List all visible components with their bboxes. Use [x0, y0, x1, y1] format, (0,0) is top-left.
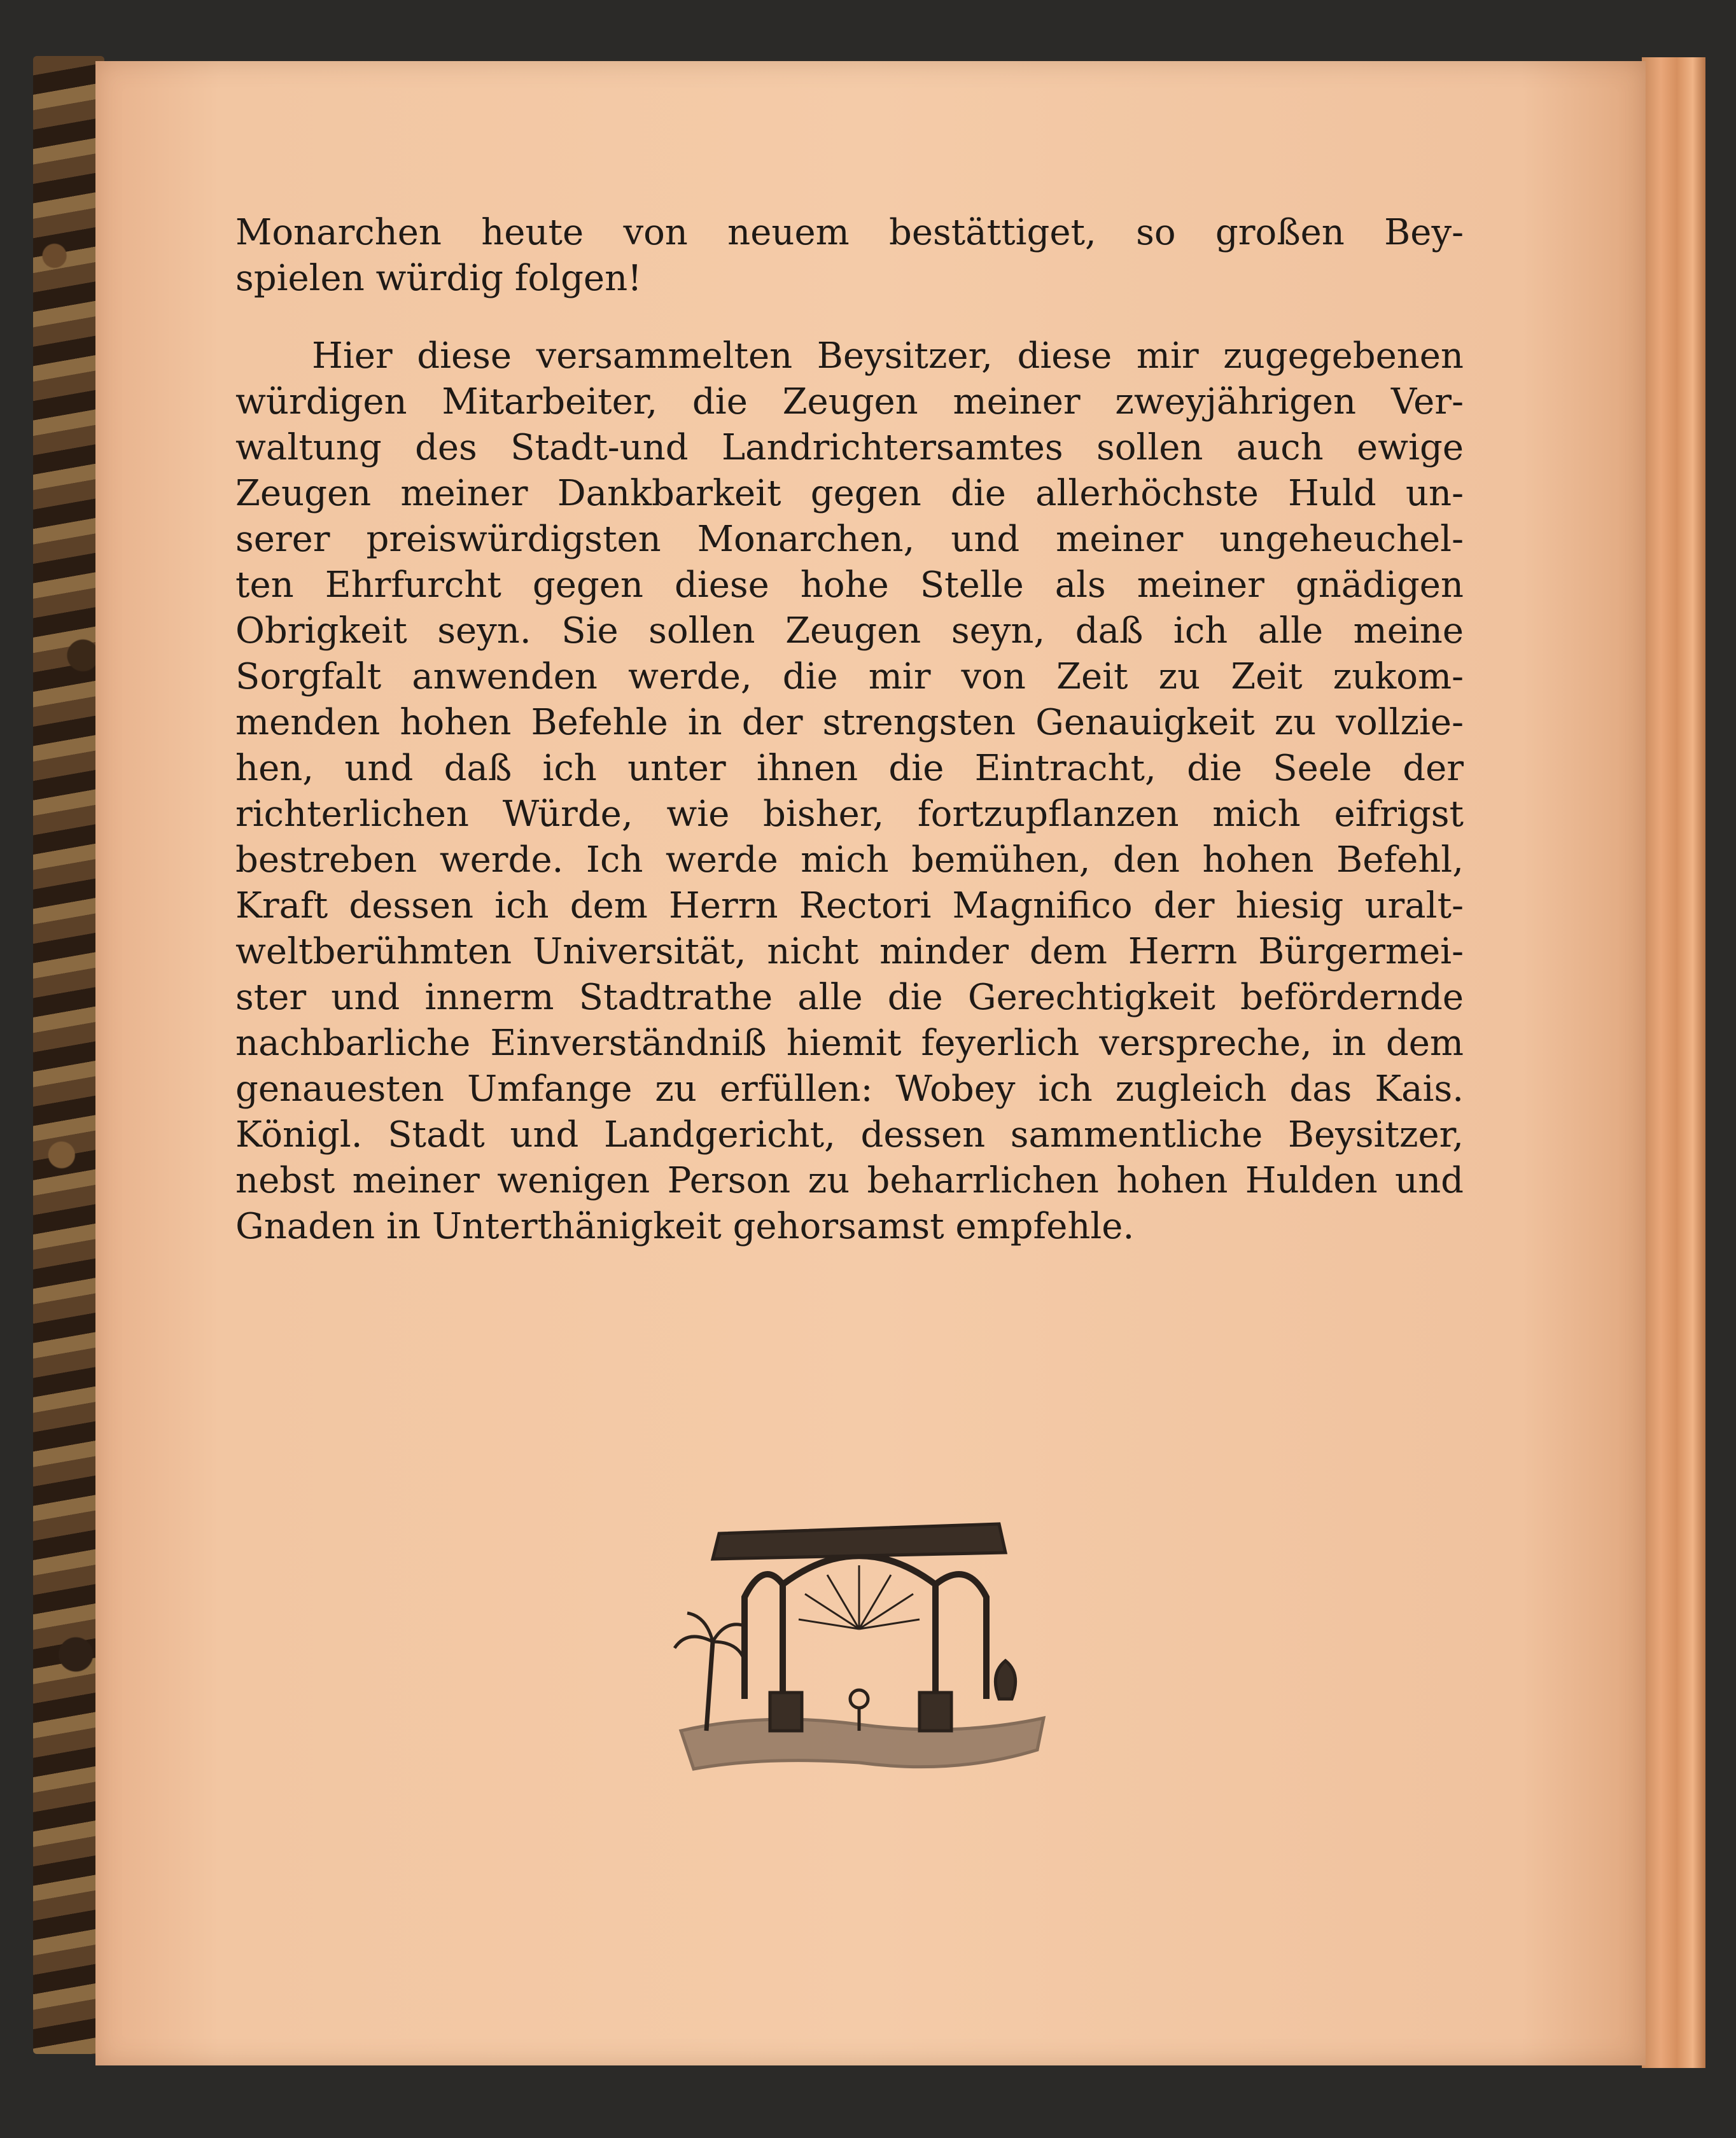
- text-line: nachbarliche Einverständniß hiemit feyerlich verspreche, in dem: [235, 1023, 1464, 1064]
- text-line: waltung des Stadt-und Landrichtersamtes sollen auch ewige: [235, 427, 1464, 468]
- text-line: genauesten Umfange zu erfüllen: Wobey ich zugleich das Kais.: [235, 1068, 1464, 1110]
- text-line: ster und innerm Stadtrathe alle die Gerechtigkeit befördernde: [235, 977, 1464, 1018]
- text-line: Gnaden in Unterthänigkeit gehorsamst empfehle.: [235, 1206, 1135, 1247]
- text-line: Monarchen heute von neuem bestättiget, so großen Bey-: [235, 212, 1464, 253]
- page-text: [235, 210, 1464, 1250]
- book-binding: [33, 56, 104, 2054]
- text-line: serer preiswürdigsten Monarchen, und meiner ungeheuchel-: [235, 519, 1464, 560]
- paragraph-2: [235, 333, 1464, 1250]
- text-line: Hier diese versammelten Beysitzer, diese mir zugegebenen: [312, 335, 1464, 377]
- text-line: Sorgfalt anwenden werde, die mir von Zeit zu Zeit zukom-: [235, 656, 1464, 697]
- text-line: hen, und daß ich unter ihnen die Eintracht, die Seele der: [235, 748, 1464, 789]
- text-line: ten Ehrfurcht gegen diese hohe Stelle als meiner gnädigen: [235, 564, 1464, 606]
- page-edge: [1642, 57, 1705, 2068]
- text-line: weltberühmten Universität, nicht minder dem Herrn Bürgermei-: [235, 931, 1464, 972]
- text-line: Obrigkeit seyn. Sie sollen Zeugen seyn, daß ich alle meine: [235, 610, 1464, 652]
- text-line: bestreben werde. Ich werde mich bemühen, den hohen Befehl,: [235, 839, 1464, 881]
- text-line: Zeugen meiner Dankbarkeit gegen die allerhöchste Huld un-: [235, 473, 1464, 514]
- text-line: nebst meiner wenigen Person zu beharrlichen hohen Hulden und: [235, 1160, 1464, 1201]
- text-line: richterlichen Würde, wie bisher, fortzupflanzen mich eifrigst: [235, 793, 1464, 835]
- text-line: spielen würdig folgen!: [235, 258, 642, 299]
- ruined-arches-woodcut-icon: [668, 1489, 1050, 1788]
- paragraph-1: [235, 210, 1464, 302]
- text-line: Kraft dessen ich dem Herrn Rectori Magnifico der hiesig uralt-: [235, 885, 1464, 926]
- text-line: menden hohen Befehle in der strengsten Genauigkeit zu vollzie-: [235, 702, 1464, 743]
- text-line: Königl. Stadt und Landgericht, dessen sammentliche Beysitzer,: [235, 1114, 1464, 1156]
- text-line: würdigen Mitarbeiter, die Zeugen meiner zweyjährigen Ver-: [235, 381, 1464, 423]
